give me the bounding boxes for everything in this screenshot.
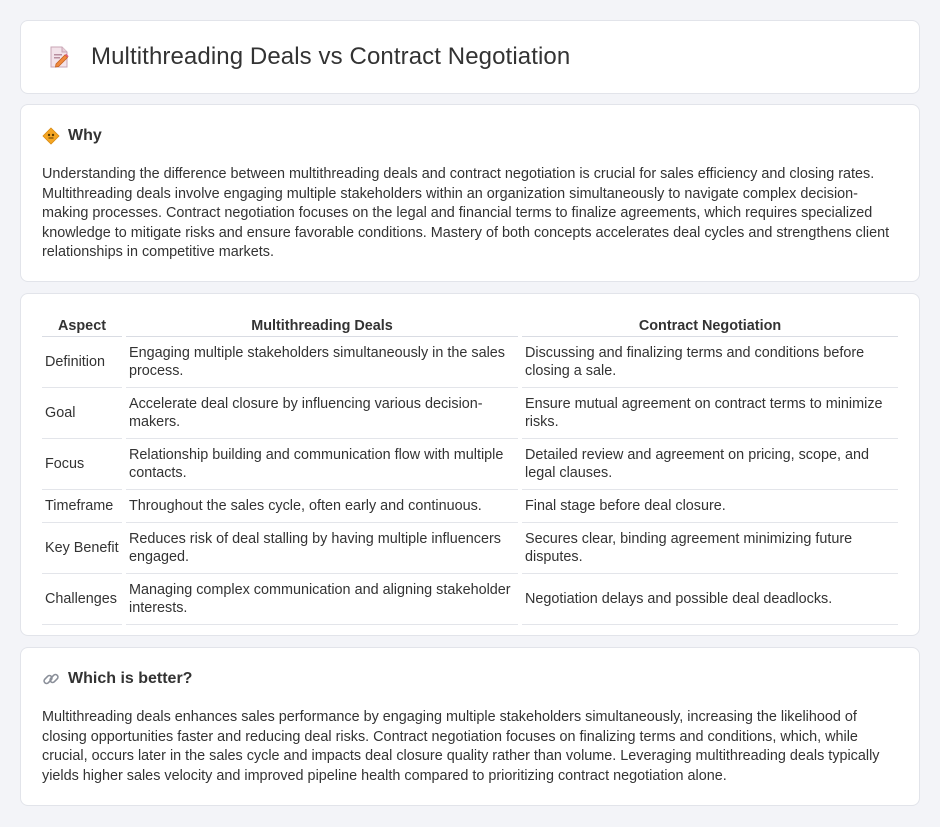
table-cell-contract: Final stage before deal closure.: [522, 490, 898, 523]
table-cell-aspect: Goal: [42, 388, 122, 439]
document-pencil-icon: [47, 45, 71, 69]
diamond-icon: [42, 127, 60, 145]
table-cell-multithreading: Engaging multiple stakeholders simultaneously in the sales process.: [126, 337, 518, 388]
column-header-multithreading: Multithreading Deals: [126, 313, 518, 337]
table-row: [42, 523, 898, 574]
table-row: [42, 574, 898, 625]
page-title: Multithreading Deals vs Contract Negotiation: [91, 43, 571, 70]
comparison-section: [20, 293, 920, 636]
table-cell-contract: Ensure mutual agreement on contract terms to minimize risks.: [522, 388, 898, 439]
table-cell-multithreading: Throughout the sales cycle, often early and continuous.: [126, 490, 518, 523]
table-row: [42, 439, 898, 490]
table-cell-aspect: Challenges: [42, 574, 122, 625]
why-heading: [42, 127, 898, 145]
table-cell-multithreading: Relationship building and communication flow with multiple contacts.: [126, 439, 518, 490]
link-icon: [42, 670, 60, 688]
table-cell-contract: Discussing and finalizing terms and conditions before closing a sale.: [522, 337, 898, 388]
why-body: Understanding the difference between multithreading deals and contract negotiation is crucial for sales efficiency and closing rates. Multithreading deals involve engaging multiple stakeholders within an organization simultaneously to navigate complex decision-making processes. Contract negotiation focuses on the legal and financial terms to finalize agreements, which requires specialized knowledge to mitigate risks and ensure favorable conditions. Mastery of both concepts accelerates deal cycles and strengthens client relationships in competitive markets.: [42, 166, 890, 261]
column-header-contract: Contract Negotiation: [522, 313, 898, 337]
which-is-better-section: [20, 647, 920, 806]
table-cell-contract: Secures clear, binding agreement minimizing future disputes.: [522, 523, 898, 574]
which-is-better-body: Multithreading deals enhances sales performance by engaging multiple stakeholders simultaneously, increasing the likelihood of closing opportunities faster and reducing deal risks. Contract negotiation focuses on finalizing terms and conditions, which, while crucial, occurs later in the sales cycle and impacts deal closure quality rather than volume. Leveraging multithreading deals typically yields higher sales velocity and improved pipeline health compared to prioritizing contract negotiation alone.: [42, 709, 880, 784]
table-row: [42, 490, 898, 523]
table-cell-aspect: Timeframe: [42, 490, 122, 523]
table-cell-contract: Negotiation delays and possible deal deadlocks.: [522, 574, 898, 625]
why-heading-label: Why: [68, 127, 102, 144]
table-cell-aspect: Definition: [42, 337, 122, 388]
table-cell-aspect: Key Benefit: [42, 523, 122, 574]
table-row: [42, 388, 898, 439]
header-card: [20, 20, 920, 94]
table-cell-multithreading: Reduces risk of deal stalling by having multiple influencers engaged.: [126, 523, 518, 574]
which-is-better-heading: [42, 670, 898, 688]
table-row: [42, 337, 898, 388]
table-header-row: [42, 313, 898, 337]
comparison-table: [38, 313, 902, 625]
column-header-aspect: Aspect: [42, 313, 122, 337]
table-cell-aspect: Focus: [42, 439, 122, 490]
table-cell-multithreading: Managing complex communication and aligning stakeholder interests.: [126, 574, 518, 625]
which-is-better-heading-label: Which is better?: [68, 670, 193, 687]
table-cell-multithreading: Accelerate deal closure by influencing various decision-makers.: [126, 388, 518, 439]
table-cell-contract: Detailed review and agreement on pricing, scope, and legal clauses.: [522, 439, 898, 490]
why-section: [20, 104, 920, 282]
